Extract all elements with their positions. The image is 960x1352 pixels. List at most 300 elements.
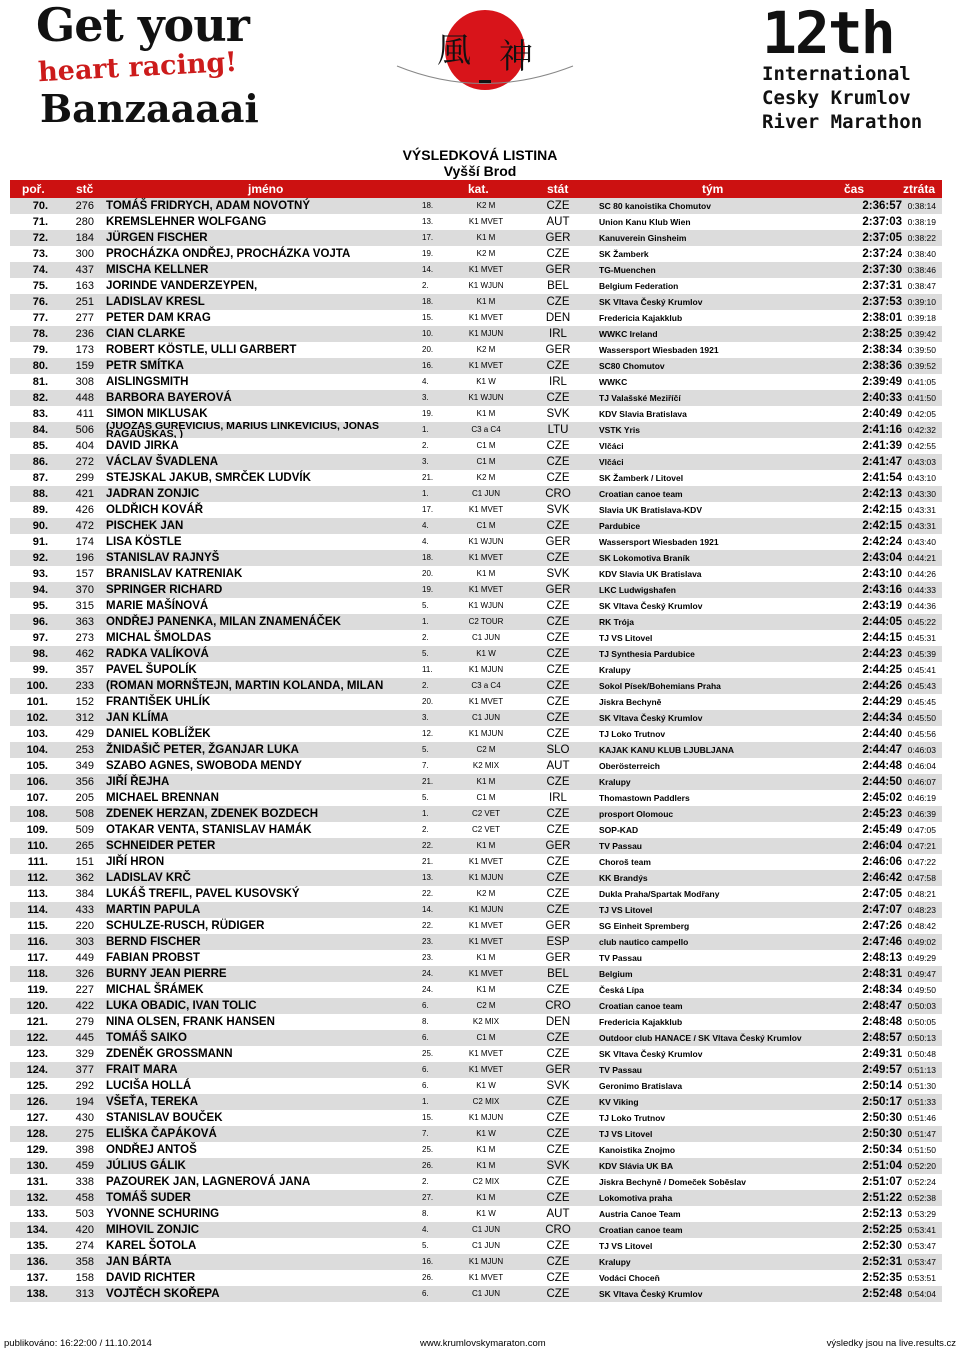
country-cell: SVK <box>546 568 570 580</box>
category-cell: C1 M <box>476 793 496 802</box>
gap-cell: 0:45:56 <box>907 729 936 739</box>
banzaaaai-logo <box>26 2 286 137</box>
name-cell: OTAKAR VENTA, STANISLAV HAMÁK <box>106 824 312 836</box>
time-cell: 2:49:57 <box>862 1064 902 1076</box>
name-cell: ŽNIDAŠIČ PETER, ŽGANJAR LUKA <box>106 744 299 756</box>
team-cell: Fredericia Kajakklub <box>599 1017 683 1027</box>
category-rank-cell: 6. <box>422 1081 429 1090</box>
bib-cell: 398 <box>75 1144 94 1156</box>
category-cell: C1 M <box>476 441 496 450</box>
bib-cell: 152 <box>75 696 94 708</box>
name-cell: ZDENEK HERZAN, ZDENEK BOZDECH <box>106 808 319 820</box>
table-row <box>10 1078 942 1094</box>
bib-cell: 437 <box>75 264 94 276</box>
country-cell: CZE <box>546 680 570 692</box>
table-row <box>10 294 942 310</box>
category-cell: C1 JUN <box>471 489 500 498</box>
rank-cell: 120. <box>26 1000 48 1012</box>
rank-cell: 132. <box>26 1192 48 1204</box>
document-title: VÝSLEDKOVÁ LISTINA <box>402 147 558 163</box>
bib-cell: 274 <box>75 1240 94 1252</box>
team-cell: WWKC Ireland <box>599 329 658 339</box>
category-cell: K1 MJUN <box>468 1257 504 1266</box>
category-cell: K2 M <box>476 473 496 482</box>
time-cell: 2:48:31 <box>862 968 902 980</box>
rank-cell: 84. <box>32 424 48 436</box>
rank-cell: 89. <box>32 504 48 516</box>
bib-cell: 357 <box>75 664 94 676</box>
category-rank-cell: 5. <box>422 745 429 754</box>
rank-cell: 76. <box>32 296 48 308</box>
category-cell: K1 WJUN <box>468 601 504 610</box>
bib-cell: 157 <box>75 568 94 580</box>
country-cell: ESP <box>546 936 570 948</box>
bib-cell: 429 <box>75 728 94 740</box>
name-cell: LUCIŠA HOLLÁ <box>106 1080 192 1092</box>
team-cell: TJ VS Litovel <box>599 1129 653 1139</box>
rank-cell: 93. <box>32 568 48 580</box>
category-cell: K1 W <box>476 1081 496 1090</box>
bib-cell: 338 <box>75 1176 94 1188</box>
category-rank-cell: 17. <box>422 505 434 514</box>
rank-cell: 101. <box>26 696 48 708</box>
category-cell: C1 JUN <box>471 713 500 722</box>
page-header <box>0 0 960 145</box>
bib-cell: 370 <box>75 584 94 596</box>
table-row <box>10 902 942 918</box>
category-cell: K1 WJUN <box>468 393 504 402</box>
gap-cell: 0:45:43 <box>907 681 936 691</box>
team-cell: TJ Valašské Meziříčí <box>599 393 681 403</box>
rank-cell: 135. <box>26 1240 48 1252</box>
bib-cell: 329 <box>75 1048 94 1060</box>
bib-cell: 173 <box>75 344 94 356</box>
rank-cell: 72. <box>32 232 48 244</box>
rank-cell: 75. <box>32 280 48 292</box>
bib-cell: 280 <box>75 216 94 228</box>
time-cell: 2:51:07 <box>862 1176 902 1188</box>
gap-cell: 0:53:47 <box>907 1257 936 1267</box>
category-rank-cell: 3. <box>422 393 429 402</box>
country-cell: CZE <box>546 776 570 788</box>
gap-cell: 0:45:22 <box>907 617 936 627</box>
table-row <box>10 326 942 342</box>
country-cell: CZE <box>546 648 570 660</box>
country-cell: CZE <box>546 600 570 612</box>
time-cell: 2:44:34 <box>862 712 902 724</box>
country-cell: CZE <box>546 696 570 708</box>
category-rank-cell: 2. <box>422 441 429 450</box>
country-cell: IRL <box>549 792 567 804</box>
bib-cell: 508 <box>75 808 94 820</box>
rank-cell: 116. <box>27 936 48 948</box>
table-row <box>10 854 942 870</box>
gap-cell: 0:39:50 <box>907 345 936 355</box>
gap-cell: 0:50:03 <box>907 1001 936 1011</box>
table-row <box>10 806 942 822</box>
table-row <box>10 886 942 902</box>
category-rank-cell: 5. <box>422 1241 429 1250</box>
category-rank-cell: 1. <box>422 425 429 434</box>
table-row <box>10 710 942 726</box>
table-row <box>10 742 942 758</box>
gap-cell: 0:41:05 <box>907 377 936 387</box>
country-cell: CZE <box>546 1032 570 1044</box>
bib-cell: 277 <box>75 312 94 324</box>
team-cell: Česká Lípa <box>599 985 644 995</box>
name-cell: MICHAL ŠMOLDAS <box>106 632 212 644</box>
table-row <box>10 630 942 646</box>
category-rank-cell: 23. <box>422 953 434 962</box>
team-cell: Wassersport Wiesbaden 1921 <box>599 345 719 355</box>
team-cell: Union Kanu Klub Wien <box>599 217 691 227</box>
team-cell: club nautico campello <box>599 937 689 947</box>
name-cell: BURNY JEAN PIERRE <box>106 968 227 980</box>
time-cell: 2:52:31 <box>862 1256 902 1268</box>
bib-cell: 448 <box>75 392 94 404</box>
category-rank-cell: 22. <box>422 921 434 930</box>
category-cell: K2 MIX <box>472 761 500 770</box>
country-cell: CZE <box>546 392 570 404</box>
table-row <box>10 374 942 390</box>
name-cell: ELIŠKA ČAPÁKOVÁ <box>106 1128 217 1140</box>
time-cell: 2:39:49 <box>862 376 902 388</box>
category-rank-cell: 4. <box>422 521 429 530</box>
name-cell: STEJSKAL JAKUB, SMRČEK LUDVÍK <box>106 472 311 484</box>
category-cell: C2 VET <box>471 825 500 834</box>
rank-cell: 117. <box>27 952 48 964</box>
category-cell: C3 a C4 <box>471 681 501 690</box>
team-cell: RK Trója <box>599 617 634 627</box>
category-cell: K1 MVET <box>468 313 504 322</box>
gap-cell: 0:41:50 <box>907 393 936 403</box>
column-header-bib: stč <box>76 182 94 196</box>
table-row <box>10 230 942 246</box>
table-row <box>10 934 942 950</box>
gap-cell: 0:54:04 <box>907 1289 936 1299</box>
category-rank-cell: 18. <box>422 553 434 562</box>
category-rank-cell: 3. <box>422 457 429 466</box>
category-cell: C2 TOUR <box>468 617 504 626</box>
marathon-logo <box>762 0 952 139</box>
gap-cell: 0:47:58 <box>907 873 936 883</box>
country-cell: CZE <box>546 888 570 900</box>
marathon-logo-line-2: International <box>762 63 911 85</box>
gap-cell: 0:52:24 <box>907 1177 936 1187</box>
category-rank-cell: 19. <box>422 585 434 594</box>
name-cell: STANISLAV BOUČEK <box>106 1112 223 1124</box>
name-cell: ONDŘEJ ANTOŠ <box>106 1144 197 1156</box>
time-cell: 2:43:04 <box>862 552 902 564</box>
category-rank-cell: 15. <box>422 313 434 322</box>
marathon-logo-line-4: River Marathon <box>762 111 923 133</box>
table-row <box>10 838 942 854</box>
bib-cell: 273 <box>75 632 94 644</box>
flag-icon <box>393 6 577 98</box>
time-cell: 2:50:30 <box>862 1128 902 1140</box>
column-header-category: kat. <box>468 182 489 196</box>
category-rank-cell: 2. <box>422 633 429 642</box>
country-cell: CZE <box>546 1288 570 1300</box>
gap-cell: 0:38:22 <box>907 233 936 243</box>
gap-cell: 0:49:02 <box>907 937 936 947</box>
team-cell: Belgium <box>599 969 633 979</box>
name-cell: JAN BÁRTA <box>106 1256 172 1268</box>
rank-cell: 137. <box>26 1272 48 1284</box>
gap-cell: 0:46:19 <box>907 793 936 803</box>
results-link[interactable]: výsledky jsou na live.results.cz <box>826 1338 956 1349</box>
bib-cell: 300 <box>75 248 94 260</box>
team-cell: Slavia UK Bratislava-KDV <box>599 505 702 515</box>
country-cell: CZE <box>546 1272 570 1284</box>
gap-cell: 0:38:46 <box>907 265 936 275</box>
category-rank-cell: 19. <box>422 249 434 258</box>
name-cell: OLDŘICH KOVÁŘ <box>106 504 204 516</box>
team-cell: SK Vltava Český Krumlov <box>599 713 703 723</box>
gap-cell: 0:50:05 <box>907 1017 936 1027</box>
country-cell: CZE <box>546 248 570 260</box>
name-cell: JIŘÍ ŘEJHA <box>106 776 170 788</box>
table-row <box>10 310 942 326</box>
country-cell: SVK <box>546 504 570 516</box>
gap-cell: 0:43:31 <box>907 521 936 531</box>
table-row <box>10 582 942 598</box>
time-cell: 2:38:34 <box>862 344 902 356</box>
category-rank-cell: 25. <box>422 1145 434 1154</box>
time-cell: 2:48:57 <box>862 1032 902 1044</box>
country-cell: CZE <box>546 440 570 452</box>
table-row <box>10 1174 942 1190</box>
time-cell: 2:37:30 <box>862 264 902 276</box>
table-row <box>10 918 942 934</box>
name-cell: TOMÁŠ SUDER <box>106 1192 191 1204</box>
country-cell: AUT <box>546 760 570 772</box>
bib-cell: 445 <box>75 1032 94 1044</box>
category-cell: C1 JUN <box>471 1289 500 1298</box>
name-cell: LADISLAV KRESL <box>106 296 205 308</box>
bib-cell: 151 <box>75 856 94 868</box>
name-cell: MIHOVIL ZONJIC <box>106 1224 200 1236</box>
gap-cell: 0:50:48 <box>907 1049 936 1059</box>
gap-cell: 0:47:22 <box>907 857 936 867</box>
bib-cell: 384 <box>75 888 94 900</box>
table-row <box>10 1158 942 1174</box>
team-cell: TV Passau <box>599 1065 642 1075</box>
bib-cell: 426 <box>75 504 94 516</box>
rank-cell: 104. <box>26 744 48 756</box>
category-cell: K1 W <box>476 1129 496 1138</box>
category-cell: K1 M <box>476 409 496 418</box>
bib-cell: 158 <box>75 1272 94 1284</box>
rank-cell: 100. <box>26 680 48 692</box>
category-rank-cell: 6. <box>422 1001 429 1010</box>
bib-cell: 362 <box>75 872 94 884</box>
rank-cell: 74. <box>32 264 48 276</box>
country-cell: IRL <box>549 376 567 388</box>
country-cell: CZE <box>546 360 570 372</box>
gap-cell: 0:51:13 <box>907 1065 936 1075</box>
rank-cell: 86. <box>32 456 48 468</box>
bib-cell: 459 <box>75 1160 94 1172</box>
country-cell: GER <box>545 840 571 852</box>
gap-cell: 0:53:47 <box>907 1241 936 1251</box>
gap-cell: 0:44:33 <box>907 585 936 595</box>
time-cell: 2:37:53 <box>862 296 902 308</box>
bib-cell: 251 <box>75 296 94 308</box>
time-cell: 2:37:24 <box>862 248 902 260</box>
category-cell: K1 MJUN <box>468 329 504 338</box>
bib-cell: 509 <box>75 824 94 836</box>
country-cell: DEN <box>545 1016 571 1028</box>
table-row <box>10 486 942 502</box>
team-cell: Vlčáci <box>599 441 624 451</box>
country-cell: CZE <box>546 1176 570 1188</box>
rank-cell: 110. <box>27 840 48 852</box>
table-row <box>10 502 942 518</box>
category-rank-cell: 21. <box>422 473 434 482</box>
name-cell: MICHAL ŠRÁMEK <box>106 984 204 996</box>
country-cell: CZE <box>546 616 570 628</box>
category-rank-cell: 1. <box>422 489 429 498</box>
rank-cell: 129. <box>26 1144 48 1156</box>
team-cell: SC80 Chomutov <box>599 361 665 371</box>
country-cell: CZE <box>546 472 570 484</box>
team-cell: KK Brandýs <box>599 873 648 883</box>
rank-cell: 73. <box>32 248 48 260</box>
time-cell: 2:37:31 <box>862 280 902 292</box>
country-cell: GER <box>545 344 571 356</box>
bib-cell: 196 <box>75 552 94 564</box>
bib-cell: 349 <box>75 760 94 772</box>
time-cell: 2:42:15 <box>862 520 902 532</box>
rank-cell: 125. <box>26 1080 48 1092</box>
team-cell: Fredericia Kajakklub <box>599 313 683 323</box>
category-cell: K1 M <box>476 1161 496 1170</box>
category-cell: K1 MJUN <box>468 905 504 914</box>
name-cell: MISCHA KELLNER <box>106 264 209 276</box>
team-cell: Vodáci Choceň <box>599 1273 660 1283</box>
rank-cell: 99. <box>32 664 48 676</box>
team-cell: Belgium Federation <box>599 281 679 291</box>
country-cell: CZE <box>546 1240 570 1252</box>
time-cell: 2:44:25 <box>862 664 902 676</box>
category-rank-cell: 14. <box>422 905 434 914</box>
table-row <box>10 1126 942 1142</box>
category-cell: C1 JUN <box>471 633 500 642</box>
gap-cell: 0:53:29 <box>907 1209 936 1219</box>
table-row <box>10 198 942 214</box>
gap-cell: 0:44:36 <box>907 601 936 611</box>
table-row <box>10 1222 942 1238</box>
team-cell: KDV Slavia Bratislava <box>599 409 687 419</box>
gap-cell: 0:43:30 <box>907 489 936 499</box>
rank-cell: 126. <box>26 1096 48 1108</box>
country-cell: BEL <box>547 968 569 980</box>
name-cell: DAVID JIRKA <box>106 440 179 452</box>
table-row <box>10 534 942 550</box>
country-cell: CRO <box>545 1000 571 1012</box>
column-header-time: čas <box>844 182 865 196</box>
team-cell: TV Passau <box>599 841 642 851</box>
country-cell: CZE <box>546 1112 570 1124</box>
category-cell: K1 MVET <box>468 265 504 274</box>
team-cell: SK Žamberk / Litovel <box>599 473 684 483</box>
country-cell: CZE <box>546 1128 570 1140</box>
website-link[interactable]: www.krumlovskymaraton.com <box>420 1338 546 1349</box>
country-cell: CZE <box>546 808 570 820</box>
table-row <box>10 566 942 582</box>
category-cell: C1 JUN <box>471 1225 500 1234</box>
category-cell: K1 M <box>476 841 496 850</box>
gap-cell: 0:47:21 <box>907 841 936 851</box>
country-cell: CZE <box>546 1048 570 1060</box>
country-cell: CZE <box>546 520 570 532</box>
rank-cell: 121. <box>26 1016 48 1028</box>
country-cell: CRO <box>545 488 571 500</box>
table-row <box>10 662 942 678</box>
bib-cell: 159 <box>75 360 94 372</box>
category-rank-cell: 5. <box>422 601 429 610</box>
time-cell: 2:44:48 <box>862 760 902 772</box>
table-row <box>10 454 942 470</box>
category-cell: C1 JUN <box>471 1241 500 1250</box>
gap-cell: 0:39:42 <box>907 329 936 339</box>
name-cell: JADRAN ZONJIC <box>106 488 200 500</box>
category-rank-cell: 26. <box>422 1273 434 1282</box>
name-cell: BARBORA BAYEROVÁ <box>106 392 232 404</box>
category-cell: K1 MVET <box>468 1065 504 1074</box>
name-cell: SCHULZE-RUSCH, RÜDIGER <box>106 920 265 932</box>
team-cell: SK Vltava Český Krumlov <box>599 1049 703 1059</box>
name-cell: TOMÁŠ FRIDRYCH, ADAM NOVOTNÝ <box>106 200 311 212</box>
category-cell: K1 M <box>476 297 496 306</box>
bib-cell: 275 <box>75 1128 94 1140</box>
name-cell: ZDENĚK GROSSMANN <box>106 1048 233 1060</box>
rank-cell: 70. <box>32 200 48 212</box>
country-cell: GER <box>545 264 571 276</box>
table-row <box>10 214 942 230</box>
rank-cell: 130. <box>26 1160 48 1172</box>
country-cell: SLO <box>546 744 570 756</box>
country-cell: CZE <box>546 200 570 212</box>
rank-cell: 111. <box>27 856 48 868</box>
name-cell: LISA KÖSTLE <box>106 536 182 548</box>
table-row <box>10 822 942 838</box>
country-cell: GER <box>545 584 571 596</box>
country-cell: AUT <box>546 1208 570 1220</box>
name-cell: BERND FISCHER <box>106 936 201 948</box>
team-cell: TJ Synthesia Pardubice <box>599 649 695 659</box>
gap-cell: 0:46:39 <box>907 809 936 819</box>
gap-cell: 0:53:41 <box>907 1225 936 1235</box>
team-cell: Lokomotiva praha <box>599 1193 673 1203</box>
rank-cell: 114. <box>27 904 48 916</box>
name-cell: PROCHÁZKA ONDŘEJ, PROCHÁZKA VOJTA <box>106 248 351 260</box>
category-cell: K1 M <box>476 1193 496 1202</box>
category-rank-cell: 21. <box>422 777 434 786</box>
category-cell: K2 M <box>476 201 496 210</box>
country-cell: BEL <box>547 280 569 292</box>
name-cell: MARTIN PAPULA <box>106 904 201 916</box>
team-cell: TJ Loko Trutnov <box>599 729 666 739</box>
category-cell: K1 MVET <box>468 857 504 866</box>
gap-cell: 0:46:04 <box>907 761 936 771</box>
column-header-team: tým <box>702 182 724 196</box>
name-cell: LUKÁŠ TREFIL, PAVEL KUSOVSKÝ <box>106 888 300 900</box>
time-cell: 2:41:47 <box>862 456 902 468</box>
time-cell: 2:36:57 <box>862 200 902 212</box>
gap-cell: 0:45:50 <box>907 713 936 723</box>
